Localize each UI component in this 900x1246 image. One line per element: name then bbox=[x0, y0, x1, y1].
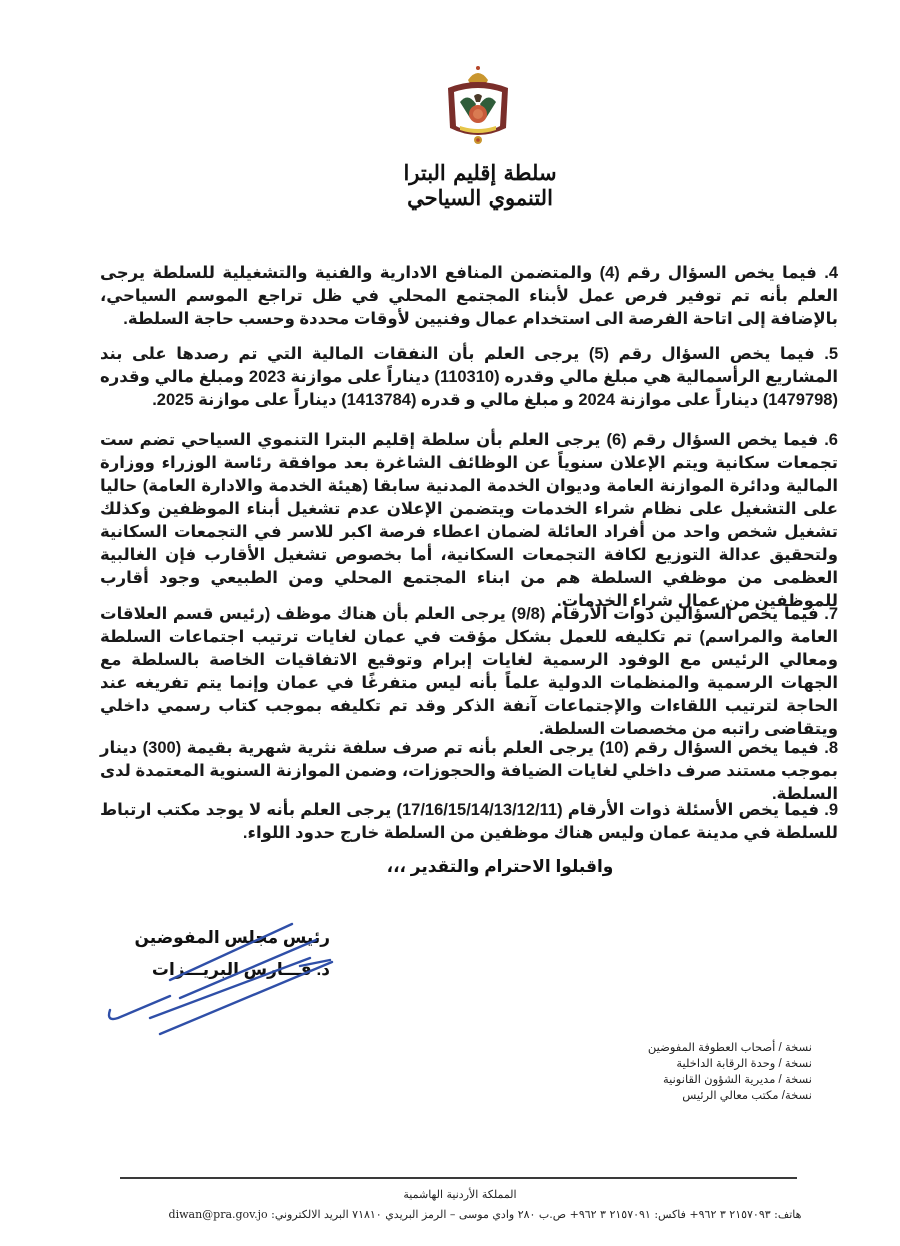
copy-recipient: نسخة / مديرية الشؤون القانونية bbox=[662, 1074, 812, 1086]
paragraph-text: 6. فيما يخص السؤال رقم (6) يرجى العلم بأن سلطة إقليم البترا التنموي السياحي تضم ست تجمعات سكانية ويتم الإعلان سنوياً عن الوظائف الشاغرة بعد موافقة رئاسة الوزراء ووزارة المالية ودائرة الموازنة العامة وديوان الخدمة المدنية سابقا (هيئة الخدمة والادارة العامة) حاليا على التشغيل على نظام شراء الخدمات ويتضمن الإعلان عدم تشغيل أبناء الموظفين وكذلك تشغيل شخص واحد من أفراد العائلة لضمان اعطاء فرصة اكبر للاسر في التجمعات السكانية ولتحقيق عدالة التوزيع لكافة التجمعات السكانية، أما بخصوص تشغيل الأقارب فإن الغالبية العظمى من موظفي السلطة هم من ابناء المجتمع المحلي ومن الطبيعي وجود أقارب للموظفين من عمال شراء الخدمات. bbox=[100, 431, 838, 610]
organization-name: سلطة إقليم البترا التنموي السياحي bbox=[403, 160, 557, 210]
copy-recipient: نسخة / وحدة الرقابة الداخلية bbox=[676, 1058, 812, 1070]
paragraph-text: 5. فيما يخص السؤال رقم (5) يرجى العلم بأن النفقات المالية التي تم رصدها على بند المشاريع الرأسمالية هي مبلغ مالي وقدره (110310) ديناراً على موازنة 2023 ومبلغ مالي وقدره (1479798) ديناراً على موازنة 2024 و مبلغ مالي و قدره (1413784) ديناراً على موازنة 2025. bbox=[100, 345, 839, 409]
footer-contact bbox=[130, 1208, 840, 1221]
paragraph-5 bbox=[100, 343, 838, 412]
paragraph-8 bbox=[100, 737, 838, 806]
footer-contact-text: هاتف: ٢١٥٧٠٩٣ ٣ ٩٦٢+ فاكس: ٢١٥٧٠٩١ ٣ ٩٦٢+ ص.ب ٢٨٠ وادي موسى – الرمز البريدي ٧١٨١٠ البريد الالكتروني: bbox=[271, 1208, 802, 1221]
coat-of-arms-icon bbox=[440, 62, 516, 154]
paragraph-text: 7. فيما يخص السؤالين ذوات الأرقام (9/8) يرجى العلم بأن هناك موظف (رئيس قسم العلاقات العامة والمراسم) تم تكليفه للعمل بشكل مؤقت في عمان لغايات ترتيب اجتماعات السلطة ومعالي الرئيس مع الوفود الرسمية لغايات إبرام وتوقيع الاتفاقيات الخاصة بالسلطة مع الجهات الرسمية والمنظمات الدولية علماً بأنه ليس متفرغًا في عمان وإنما يتم تفريغه عند الحاجة لترتيب اللقاءات والإجتماعات آنفة الذكر وقد تم تكليفه بموجب كتاب رسمي داخلي ويتقاضى راتبه من مخصصات السلطة. bbox=[100, 605, 838, 738]
handwritten-signature-icon bbox=[100, 910, 350, 1040]
copy-recipient: نسخة / أصحاب العطوفة المفوضين bbox=[647, 1042, 812, 1054]
signatory-name: د. فـــارس البريـــزات bbox=[151, 960, 330, 979]
footer-divider bbox=[120, 1177, 797, 1179]
paragraph-7 bbox=[100, 603, 838, 741]
signatory-title: رئيس مجلس المفوضين bbox=[134, 928, 330, 947]
paragraph-text: 8. فيما يخص السؤال رقم (10) يرجى العلم بأنه تم صرف سلفة نثرية شهرية بقيمة (300) دينار بموجب مستند صرف داخلي لغايات الضيافة والحجوزات، وضمن الموازنة السنوية المعتمدة لدى السلطة. bbox=[100, 739, 838, 803]
paragraph-text: 9. فيما يخص الأسئلة ذوات الأرقام (17/16/15/14/13/12/11) يرجى العلم بأنه لا يوجد مكتب ارتباط للسلطة في مدينة عمان وليس هناك موظفين من السلطة خارج حدود اللواء. bbox=[100, 801, 838, 842]
copy-recipient: نسخة/ مكتب معالي الرئيس bbox=[682, 1090, 812, 1102]
paragraph-text: 4. فيما يخص السؤال رقم (4) والمتضمن المنافع الادارية والفنية والتشغيلية للسلطة يرجى العلم بأنه تم توفير فرص عمل لأبناء المجتمع المحلي في ظل تراجع الموسم السياحي، بالإضافة إلى اتاحة الفرصة الى استخدام عمال وفنيين لأوقات محددة وحسب حاجة السلطة. bbox=[100, 264, 838, 328]
paragraph-6 bbox=[100, 429, 838, 613]
paragraph-9 bbox=[100, 799, 838, 845]
paragraph-4 bbox=[100, 262, 838, 331]
footer-email-link[interactable]: diwan@pra.gov.jo bbox=[168, 1208, 268, 1221]
closing-salutation: واقبلوا الاحترام والتقدير ،،، bbox=[386, 857, 614, 876]
copies-list bbox=[600, 1040, 812, 1104]
footer-country: المملكة الأردنية الهاشمية bbox=[403, 1188, 517, 1201]
